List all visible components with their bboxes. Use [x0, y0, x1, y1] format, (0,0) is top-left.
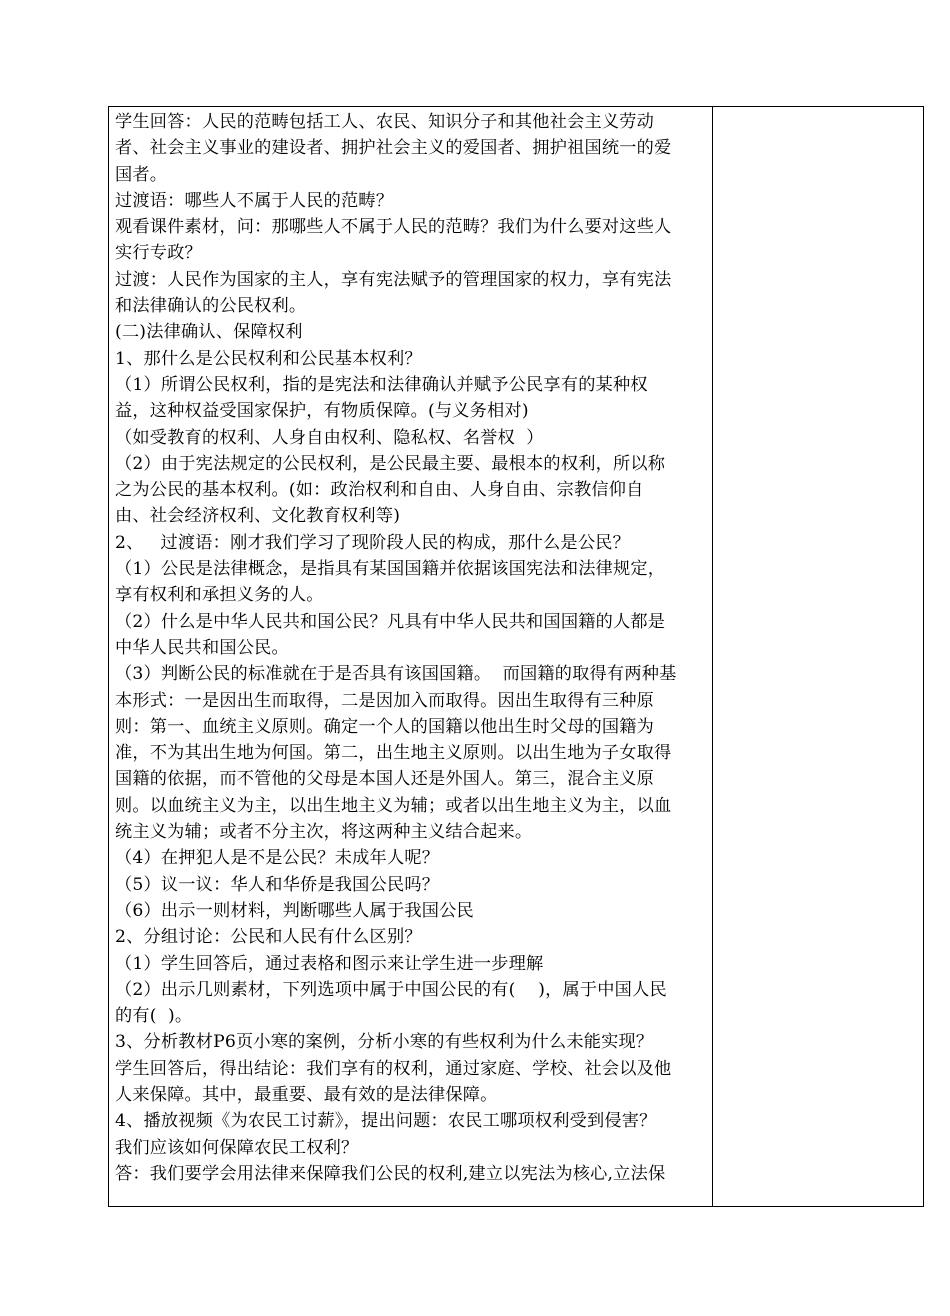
text-line: 准，不为其出生地为何国。第二，出生地主义原则。以出生地为子女取得: [115, 743, 672, 764]
text-line: 人来保障。其中，最重要、最有效的是法律保障。: [115, 1084, 498, 1105]
text-line: 者、社会主义事业的建设者、拥护社会主义的爱国者、拥护祖国统一的爱: [115, 138, 672, 159]
text-line: 过渡：人民作为国家的主人，享有宪法赋予的管理国家的权力，享有宪法: [115, 269, 672, 290]
text-line: （1）所谓公民权利，指的是宪法和法律确认并赋予公民享有的某种权: [115, 374, 648, 395]
text-line: （1）学生回答后，通过表格和图示来让学生进一步理解: [115, 953, 544, 974]
text-line: 4、播放视频《为农民工讨薪》，提出问题：农民工哪项权利受到侵害？: [115, 1111, 657, 1132]
text-line: 则：第一、血统主义原则。确定一个人的国籍以他出生时父母的国籍为: [115, 716, 655, 737]
text-line: 答：我们要学会用法律来保障我们公民的权利,建立以宪法为核心,立法保: [115, 1163, 666, 1184]
text-line: 学生回答：人民的范畴包括工人、农民、知识分子和其他社会主义劳动: [115, 112, 655, 132]
text-line: 国籍的依据，而不管他的父母是本国人还是外国人。第三，混合主义原: [115, 769, 655, 790]
text-line: (二)法律确认、保障权利: [115, 322, 303, 343]
notes-cell: [713, 107, 923, 1206]
text-line: 观看课件素材，问：那哪些人不属于人民的范畴？我们为什么要对这些人: [115, 217, 672, 238]
text-line: 实行专政？: [115, 243, 202, 264]
text-line: 本形式：一是因出生而取得，二是因加入而取得。因出生取得有三种原: [115, 690, 655, 711]
text-line: （1）公民是法律概念，是指具有某国国籍并依据该国宪法和法律规定，: [115, 559, 666, 580]
lesson-table: [108, 106, 924, 1207]
text-line: （6）出示一则材料，判断哪些人属于我国公民: [115, 900, 474, 921]
text-line: 国者。: [115, 164, 168, 185]
text-line: 2、分组讨论：公民和人民有什么区别？: [115, 927, 422, 948]
text-line: 由、社会经济权利、文化教育权利等): [115, 506, 401, 527]
lesson-content-cell: [109, 107, 713, 1206]
text-line: 益，这种权益受国家保护，有物质保障。(与义务相对): [115, 401, 529, 422]
text-line: 1、那什么是公民权利和公民基本权利？: [115, 348, 422, 369]
text-line: 我们应该如何保障农民工权利？: [115, 1137, 359, 1158]
text-line: （如受教育的权利、人身自由权利、隐私权、名誉权 ）: [115, 427, 544, 448]
text-line: 和法律确认的公民权利。: [115, 296, 307, 317]
text-line: 享有权利和承担义务的人。: [115, 585, 324, 606]
text-line: 统主义为辅；或者不分主次，将这两种主义结合起来。: [115, 822, 533, 843]
text-line: 过渡语：哪些人不属于人民的范畴？: [115, 190, 394, 211]
text-line: 学生回答后，得出结论：我们享有的权利，通过家庭、学校、社会以及他: [115, 1058, 672, 1079]
text-line: 3、分析教材P6页小寒的案例，分析小寒的有些权利为什么未能实现？: [115, 1032, 654, 1053]
text-line: （2）由于宪法规定的公民权利，是公民最主要、最根本的权利，所以称: [115, 453, 666, 474]
text-line: 则。以血统主义为主，以出生地主义为辅；或者以出生地主义为主，以血: [115, 795, 672, 816]
text-line: 2、 过渡语：刚才我们学习了现阶段人民的构成，那什么是公民？: [115, 532, 630, 553]
text-line: （4）在押犯人是不是公民？未成年人呢？: [115, 848, 440, 869]
text-line: （5）议一议：华人和华侨是我国公民吗？: [115, 874, 440, 895]
text-line: （2）什么是中华人民共和国公民？凡具有中华人民共和国国籍的人都是: [115, 611, 666, 632]
text-line: （2）出示几则素材，下列选项中属于中国公民的有( )，属于中国人民: [115, 979, 667, 1000]
text-line: （3）判断公民的标准就在于是否具有该国国籍。 而国籍的取得有两种基: [115, 664, 677, 685]
text-line: 中华人民共和国公民。: [115, 637, 289, 658]
text-line: 的有( )。: [115, 1006, 193, 1027]
text-line: 之为公民的基本权利。(如：政治权利和自由、人身自由、宗教信仰自: [115, 480, 644, 501]
